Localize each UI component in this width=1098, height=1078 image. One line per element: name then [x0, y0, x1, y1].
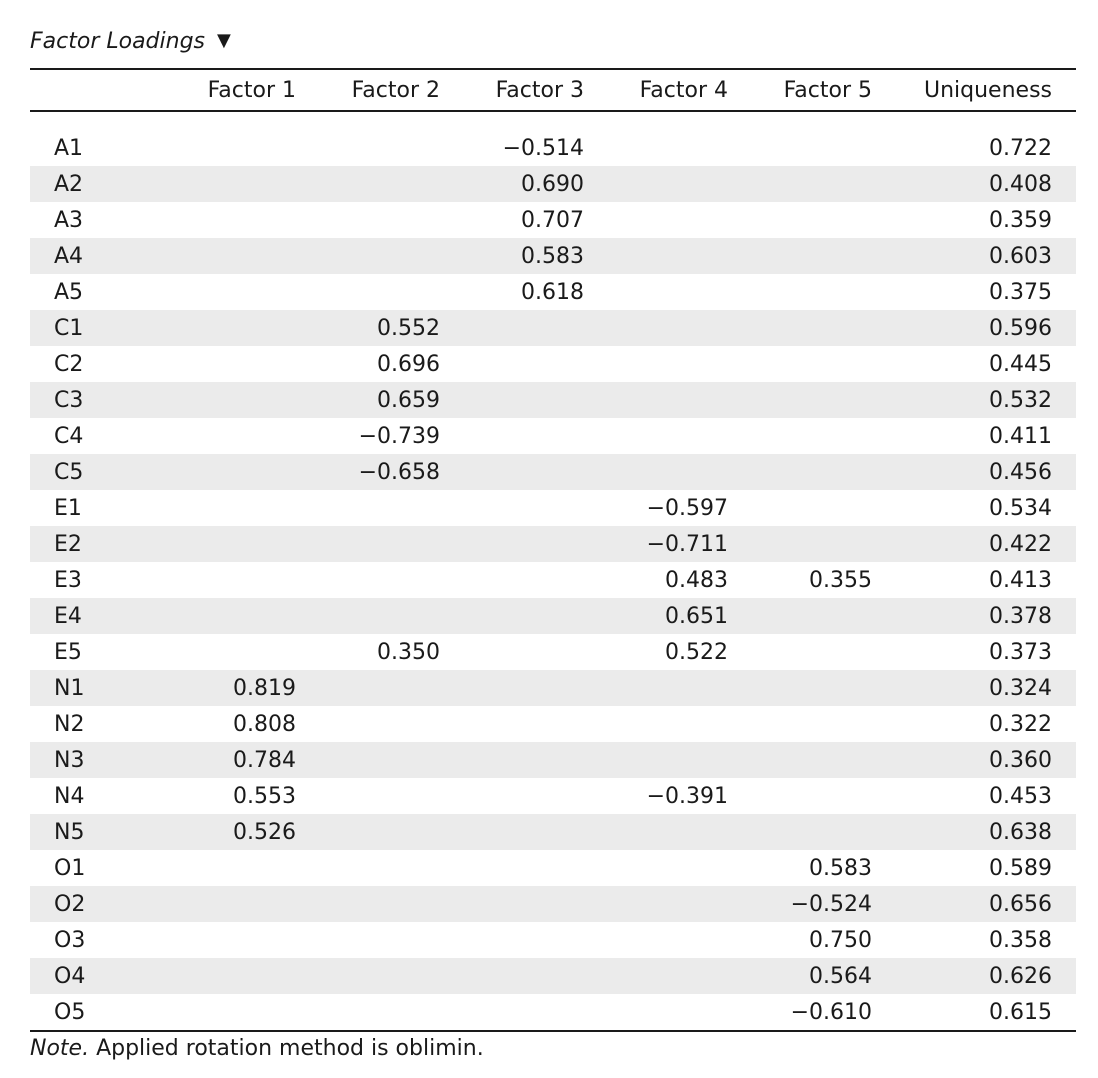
table-row: [30, 166, 1076, 202]
factor-2-cell: [320, 850, 464, 886]
factor-2-cell: [320, 166, 464, 202]
factor-5-cell: [752, 418, 896, 454]
factor-3-cell: [464, 418, 608, 454]
factor-2-cell: [320, 130, 464, 166]
uniqueness-cell: 0.378: [896, 598, 1076, 634]
factor-2-cell: 0.696: [377, 351, 440, 377]
variable-name-cell: C2: [54, 351, 84, 377]
uniqueness-cell: 0.445: [989, 351, 1052, 377]
factor-1-cell: [176, 418, 320, 454]
factor-4-cell: [608, 850, 752, 886]
variable-name-cell: C3: [30, 382, 176, 418]
factor-5-cell: 0.583: [809, 855, 872, 881]
factor-loadings-table: [30, 68, 1076, 1032]
table-row: [30, 526, 1076, 562]
factor-5-cell: [752, 238, 896, 274]
factor-2-cell: [320, 706, 464, 742]
factor-5-cell: [752, 310, 896, 346]
factor-2-cell: 0.552: [320, 310, 464, 346]
table-spacer-cell: [30, 111, 1076, 130]
uniqueness-cell: 0.638: [896, 814, 1076, 850]
factor-1-cell: [176, 562, 320, 598]
table-row: [30, 814, 1076, 850]
factor-4-cell: [608, 166, 752, 202]
variable-name-cell: O5: [30, 994, 176, 1031]
factor-4-cell: [608, 454, 752, 490]
factor-5-cell: [752, 490, 896, 526]
uniqueness-cell: 0.358: [989, 927, 1052, 953]
factor-3-cell: [464, 670, 608, 706]
table-row: [30, 850, 1076, 886]
factor-3-cell: [464, 814, 608, 850]
factor-2-cell: [320, 742, 464, 778]
factor-1-cell: [176, 382, 320, 418]
factor-3-cell: [464, 742, 608, 778]
table-row: [30, 454, 1076, 490]
factor-3-cell: 0.690: [464, 166, 608, 202]
factor-1-cell: [176, 274, 320, 310]
factor-4-cell: [608, 742, 752, 778]
factor-4-cell: [608, 274, 752, 310]
factor-5-cell: [752, 526, 896, 562]
factor-1-cell: [176, 634, 320, 670]
factor-2-cell: [320, 238, 464, 274]
factor-5-cell: [752, 814, 896, 850]
factor-4-cell: [608, 418, 752, 454]
column-header-variable: [30, 69, 176, 111]
factor-2-cell: −0.658: [320, 454, 464, 490]
table-row: [30, 706, 1076, 742]
factor-5-cell: 0.355: [809, 567, 872, 593]
factor-3-cell: [464, 886, 608, 922]
table-row: [30, 346, 1076, 382]
factor-3-cell: [464, 922, 608, 958]
factor-5-cell: −0.524: [752, 886, 896, 922]
variable-name-cell: C5: [30, 454, 176, 490]
table-row: [30, 922, 1076, 958]
table-row: [30, 598, 1076, 634]
factor-4-cell: −0.597: [646, 495, 728, 521]
factor-2-cell: [320, 778, 464, 814]
factor-2-cell: [320, 202, 464, 238]
factor-2-cell: [320, 922, 464, 958]
factor-1-cell: 0.819: [176, 670, 320, 706]
factor-1-cell: [176, 526, 320, 562]
factor-5-cell: 0.564: [752, 958, 896, 994]
factor-3-cell: 0.583: [464, 238, 608, 274]
factor-2-cell: [320, 490, 464, 526]
factor-5-cell: [752, 202, 896, 238]
factor-3-cell: [464, 850, 608, 886]
uniqueness-cell: 0.359: [989, 207, 1052, 233]
factor-4-cell: [608, 706, 752, 742]
factor-1-cell: [176, 958, 320, 994]
variable-name-cell: N3: [30, 742, 176, 778]
table-title-toggle[interactable]: [30, 26, 231, 56]
factor-5-cell: [752, 598, 896, 634]
variable-name-cell: O3: [54, 927, 86, 953]
factor-1-cell: [176, 238, 320, 274]
variable-name-cell: E1: [54, 495, 82, 521]
variable-name-cell: E5: [54, 639, 82, 665]
uniqueness-cell: 0.422: [896, 526, 1076, 562]
table-row: [30, 202, 1076, 238]
variable-name-cell: A3: [54, 207, 84, 233]
uniqueness-cell: 0.626: [896, 958, 1076, 994]
variable-name-cell: N1: [30, 670, 176, 706]
factor-4-cell: [608, 814, 752, 850]
factor-2-cell: 0.659: [320, 382, 464, 418]
factor-4-cell: [608, 670, 752, 706]
factor-4-cell: [608, 202, 752, 238]
uniqueness-cell: 0.408: [896, 166, 1076, 202]
factor-2-cell: [320, 562, 464, 598]
variable-name-cell: E4: [30, 598, 176, 634]
table-row: [30, 886, 1076, 922]
table-row: [30, 562, 1076, 598]
factor-3-cell: [464, 958, 608, 994]
factor-2-cell: [320, 814, 464, 850]
factor-4-cell: 0.651: [608, 598, 752, 634]
factor-4-cell: [608, 238, 752, 274]
factor-4-cell: [608, 382, 752, 418]
factor-4-cell: [608, 130, 752, 166]
column-header-factor-4: Factor 4: [608, 69, 752, 111]
column-header-uniqueness: Uniqueness: [896, 69, 1076, 111]
note-label: Note.: [30, 1036, 90, 1061]
uniqueness-cell: 0.615: [896, 994, 1076, 1031]
factor-1-cell: [176, 598, 320, 634]
table-row: [30, 490, 1076, 526]
variable-name-cell: C1: [30, 310, 176, 346]
variable-name-cell: N5: [30, 814, 176, 850]
factor-3-cell: [464, 562, 608, 598]
factor-2-cell: 0.350: [377, 639, 440, 665]
factor-2-cell: [320, 994, 464, 1031]
factor-5-cell: [752, 634, 896, 670]
uniqueness-cell: 0.456: [896, 454, 1076, 490]
uniqueness-cell: 0.532: [896, 382, 1076, 418]
factor-3-cell: 0.707: [521, 207, 584, 233]
column-header-factor-2: Factor 2: [320, 69, 464, 111]
variable-name-cell: A5: [54, 279, 84, 305]
factor-5-cell: [752, 706, 896, 742]
table-row: [30, 310, 1076, 346]
factor-3-cell: [464, 526, 608, 562]
factor-2-cell: [320, 526, 464, 562]
uniqueness-cell: 0.596: [896, 310, 1076, 346]
factor-5-cell: [752, 778, 896, 814]
factor-1-cell: [176, 454, 320, 490]
table-row: [30, 418, 1076, 454]
factor-4-cell: −0.711: [608, 526, 752, 562]
factor-1-cell: 0.553: [233, 783, 296, 809]
factor-3-cell: [464, 706, 608, 742]
uniqueness-cell: 0.603: [896, 238, 1076, 274]
table-header-row: [30, 69, 1076, 111]
factor-5-cell: [752, 454, 896, 490]
factor-1-cell: [176, 490, 320, 526]
uniqueness-cell: 0.589: [989, 855, 1052, 881]
factor-4-cell: [608, 310, 752, 346]
factor-2-cell: [320, 886, 464, 922]
factor-1-cell: 0.784: [176, 742, 320, 778]
table-row: [30, 634, 1076, 670]
factor-1-cell: [176, 202, 320, 238]
variable-name-cell: O4: [30, 958, 176, 994]
variable-name-cell: N4: [54, 783, 85, 809]
factor-4-cell: [608, 994, 752, 1031]
factor-5-cell: [752, 382, 896, 418]
factor-3-cell: [464, 598, 608, 634]
caret-down-icon: ▼: [217, 30, 231, 51]
factor-5-cell: −0.610: [752, 994, 896, 1031]
factor-1-cell: [176, 346, 320, 382]
table-row: [30, 778, 1076, 814]
factor-3-cell: [464, 382, 608, 418]
factor-5-cell: [752, 130, 896, 166]
factor-1-cell: 0.808: [233, 711, 296, 737]
variable-name-cell: A4: [30, 238, 176, 274]
uniqueness-cell: 0.373: [989, 639, 1052, 665]
variable-name-cell: O2: [30, 886, 176, 922]
column-header-factor-3: Factor 3: [464, 69, 608, 111]
factor-1-cell: [176, 310, 320, 346]
uniqueness-cell: 0.722: [989, 135, 1052, 161]
variable-name-cell: E3: [54, 567, 82, 593]
factor-5-cell: 0.750: [809, 927, 872, 953]
uniqueness-cell: 0.322: [989, 711, 1052, 737]
table-row: [30, 274, 1076, 310]
uniqueness-cell: 0.656: [896, 886, 1076, 922]
table-row: [30, 382, 1076, 418]
factor-3-cell: [464, 310, 608, 346]
factor-1-cell: [176, 994, 320, 1031]
factor-1-cell: [176, 922, 320, 958]
column-header-factor-1: Factor 1: [176, 69, 320, 111]
factor-5-cell: [752, 742, 896, 778]
table-row: [30, 958, 1076, 994]
factor-4-cell: [608, 958, 752, 994]
factor-3-cell: [464, 346, 608, 382]
variable-name-cell: N2: [54, 711, 85, 737]
factor-3-cell: −0.514: [502, 135, 584, 161]
factor-4-cell: −0.391: [646, 783, 728, 809]
uniqueness-cell: 0.360: [896, 742, 1076, 778]
uniqueness-cell: 0.375: [989, 279, 1052, 305]
factor-5-cell: [752, 346, 896, 382]
variable-name-cell: A1: [54, 135, 84, 161]
factor-4-cell: [608, 886, 752, 922]
factor-2-cell: [320, 670, 464, 706]
factor-1-cell: [176, 130, 320, 166]
table-row: [30, 742, 1076, 778]
factor-4-cell: [608, 922, 752, 958]
variable-name-cell: O1: [54, 855, 86, 881]
table-body: [30, 111, 1076, 1031]
factor-3-cell: 0.618: [521, 279, 584, 305]
factor-2-cell: [320, 274, 464, 310]
factor-1-cell: [176, 886, 320, 922]
factor-4-cell: 0.483: [665, 567, 728, 593]
factor-3-cell: [464, 490, 608, 526]
factor-4-cell: [608, 346, 752, 382]
factor-3-cell: [464, 994, 608, 1031]
factor-2-cell: [320, 598, 464, 634]
uniqueness-cell: 0.534: [989, 495, 1052, 521]
variable-name-cell: C4: [54, 423, 84, 449]
table-row: [30, 994, 1076, 1031]
factor-3-cell: [464, 778, 608, 814]
factor-1-cell: [176, 166, 320, 202]
table-spacer: [30, 111, 1076, 130]
table-note: [30, 1036, 484, 1061]
uniqueness-cell: 0.413: [989, 567, 1052, 593]
variable-name-cell: E2: [30, 526, 176, 562]
factor-3-cell: [464, 454, 608, 490]
variable-name-cell: A2: [30, 166, 176, 202]
note-text: Applied rotation method is oblimin.: [89, 1036, 484, 1061]
table-row: [30, 130, 1076, 166]
uniqueness-cell: 0.453: [989, 783, 1052, 809]
factor-5-cell: [752, 166, 896, 202]
factor-2-cell: −0.739: [358, 423, 440, 449]
factor-5-cell: [752, 670, 896, 706]
table-row: [30, 238, 1076, 274]
table-row: [30, 670, 1076, 706]
factor-1-cell: 0.526: [176, 814, 320, 850]
table-title: Factor Loadings: [30, 28, 206, 54]
factor-1-cell: [176, 850, 320, 886]
factor-2-cell: [320, 958, 464, 994]
factor-3-cell: [464, 634, 608, 670]
factor-5-cell: [752, 274, 896, 310]
factor-4-cell: 0.522: [665, 639, 728, 665]
uniqueness-cell: 0.411: [989, 423, 1052, 449]
uniqueness-cell: 0.324: [896, 670, 1076, 706]
column-header-factor-5: Factor 5: [752, 69, 896, 111]
